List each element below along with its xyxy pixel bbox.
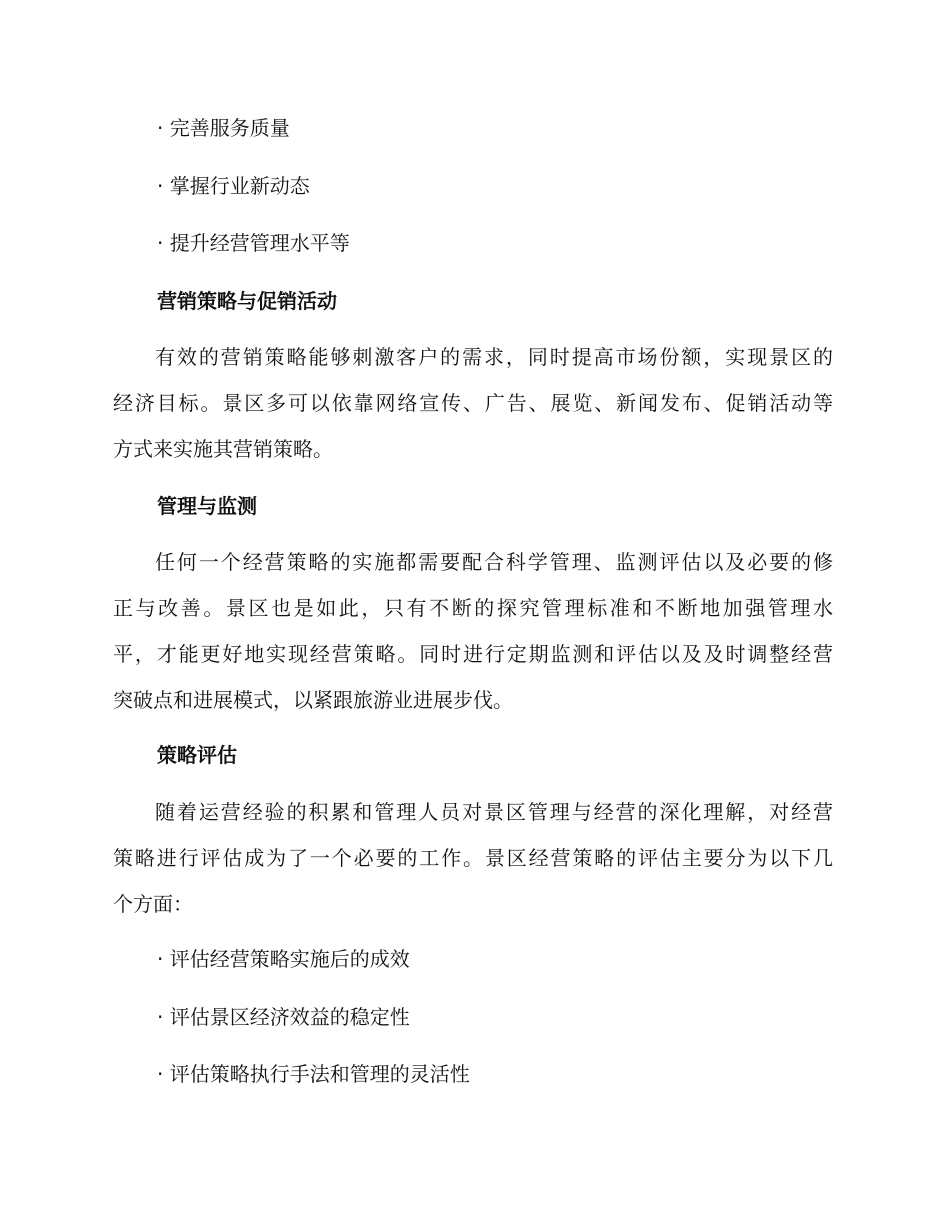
bullet-item: · 掌握行业新动态 <box>157 174 310 198</box>
paragraph-line: 有效的营销策略能够刺激客户的需求，同时提高市场份额，实现景区的 <box>155 345 833 369</box>
section-paragraph <box>113 789 833 927</box>
section-heading: 策略评估 <box>157 743 237 767</box>
paragraph-line: 任何一个经营策略的实施都需要配合科学管理、监测评估以及必要的修 <box>155 550 833 574</box>
bullet-item: · 完善服务质量 <box>157 116 290 140</box>
section-heading: 管理与监测 <box>157 494 257 518</box>
paragraph-line: 随着运营经验的积累和管理人员对景区管理与经营的深化理解，对经营 <box>155 800 833 824</box>
paragraph-line: 平，才能更好地实现经营策略。同时进行定期监测和评估以及及时调整经营 <box>113 642 833 666</box>
paragraph-line: 经济目标。景区多可以依靠网络宣传、广告、展览、新闻发布、促销活动等 <box>113 391 833 415</box>
bullet-item: · 评估经营策略实施后的成效 <box>157 947 410 971</box>
section-paragraph <box>113 539 833 723</box>
section-heading: 营销策略与促销活动 <box>157 289 337 313</box>
paragraph-line: 个方面： <box>113 892 193 916</box>
section-paragraph <box>113 334 833 472</box>
paragraph-line: 策略进行评估成为了一个必要的工作。景区经营策略的评估主要分为以下几 <box>113 846 833 870</box>
bullet-item: · 提升经营管理水平等 <box>157 231 350 255</box>
bullet-item: · 评估景区经济效益的稳定性 <box>157 1005 410 1029</box>
paragraph-line: 突破点和进展模式，以紧跟旅游业进展步伐。 <box>113 688 513 712</box>
paragraph-line: 方式来实施其营销策略。 <box>113 437 333 461</box>
paragraph-line: 正与改善。景区也是如此，只有不断的探究管理标准和不断地加强管理水 <box>113 596 833 620</box>
bullet-item: · 评估策略执行手法和管理的灵活性 <box>157 1062 470 1086</box>
